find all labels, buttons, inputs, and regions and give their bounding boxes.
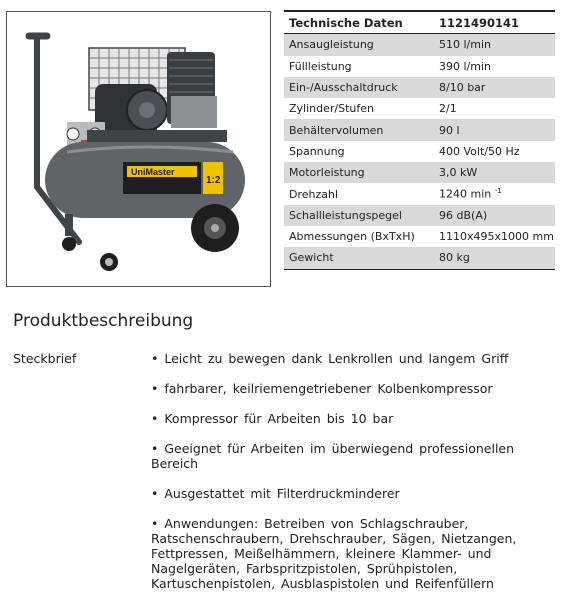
spec-label: Spannung — [284, 141, 432, 162]
spec-value: 510 l/min — [432, 34, 555, 56]
spec-value — [432, 183, 555, 204]
feature-item: • Kompressor für Arbeiten bis 10 bar — [151, 411, 394, 426]
article-number: 1121490141 — [432, 11, 555, 34]
spec-row — [284, 34, 555, 56]
motor — [95, 84, 167, 136]
section-title: Produktbeschreibung — [13, 311, 194, 331]
feature-item: • Ausgestattet mit Filterdruckminderer — [151, 486, 400, 501]
spec-label: Füllleistung — [284, 56, 432, 77]
feature-list — [151, 351, 521, 591]
feature-item: • Geeignet für Arbeiten im überwiegend professionellen Bereich — [151, 441, 515, 471]
spec-value: 400 Volt/50 Hz — [432, 141, 555, 162]
spec-row — [284, 183, 555, 204]
spec-label: Zylinder/Stufen — [284, 98, 432, 119]
spec-row — [284, 205, 555, 226]
spec-row — [284, 56, 555, 77]
spec-label: Schallleistungspegel — [284, 205, 432, 226]
spec-value: 1110x495x1000 mm — [432, 226, 555, 247]
model-label: 1:2 — [206, 175, 221, 186]
spec-value-superscript: -1 — [494, 187, 502, 196]
spec-label: Motorleistung — [284, 162, 432, 183]
spec-label: Drehzahl — [284, 183, 432, 204]
feature-item: • Anwendungen: Betreiben von Schlagschrauber, Ratschenschraubern, Drehschrauber, Sägen, Nietzangen, Fettpressen, Meißelhämmern, kleinere Klammer- und Nagelgeräten, Farbspritzpistolen, Sprühpistolen, Kartuschenpistolen, Ausblaspistolen und Reifenfüllern — [151, 516, 517, 591]
spec-label: Gewicht — [284, 247, 432, 269]
spec-table-header — [284, 11, 555, 34]
spec-row — [284, 119, 555, 140]
spec-label: Ein-/Ausschaltdruck — [284, 77, 432, 98]
spec-value: 80 kg — [432, 247, 555, 269]
spec-value: 3,0 kW — [432, 162, 555, 183]
spec-value: 8/10 bar — [432, 77, 555, 98]
spec-value: 390 l/min — [432, 56, 555, 77]
spec-header-label: Technische Daten — [284, 11, 432, 34]
steckbrief-label: Steckbrief — [13, 351, 77, 366]
spec-row — [284, 162, 555, 183]
spec-value-text: 1240 min — [439, 187, 492, 201]
feature-item: • Leicht zu bewegen dank Lenkrollen und langem Griff — [151, 351, 509, 366]
spec-row — [284, 77, 555, 98]
spec-label: Ansaugleistung — [284, 34, 432, 56]
spec-value: 96 dB(A) — [432, 205, 555, 226]
compressor-pump — [167, 52, 217, 128]
spec-table — [284, 10, 555, 270]
spec-value: 90 l — [432, 119, 555, 140]
spec-label: Abmessungen (BxTxH) — [284, 226, 432, 247]
spec-value: 2/1 — [432, 98, 555, 119]
feature-item: • fahrbarer, keilriemengetriebener Kolbenkompressor — [151, 381, 493, 396]
brand-label: UniMaster — [131, 167, 175, 177]
spec-row — [284, 247, 555, 269]
product-image — [6, 11, 271, 287]
spec-row — [284, 98, 555, 119]
spec-label: Behältervolumen — [284, 119, 432, 140]
spec-row — [284, 226, 555, 247]
compressor-illustration — [7, 12, 270, 286]
base-plate — [87, 130, 227, 142]
spec-row — [284, 141, 555, 162]
